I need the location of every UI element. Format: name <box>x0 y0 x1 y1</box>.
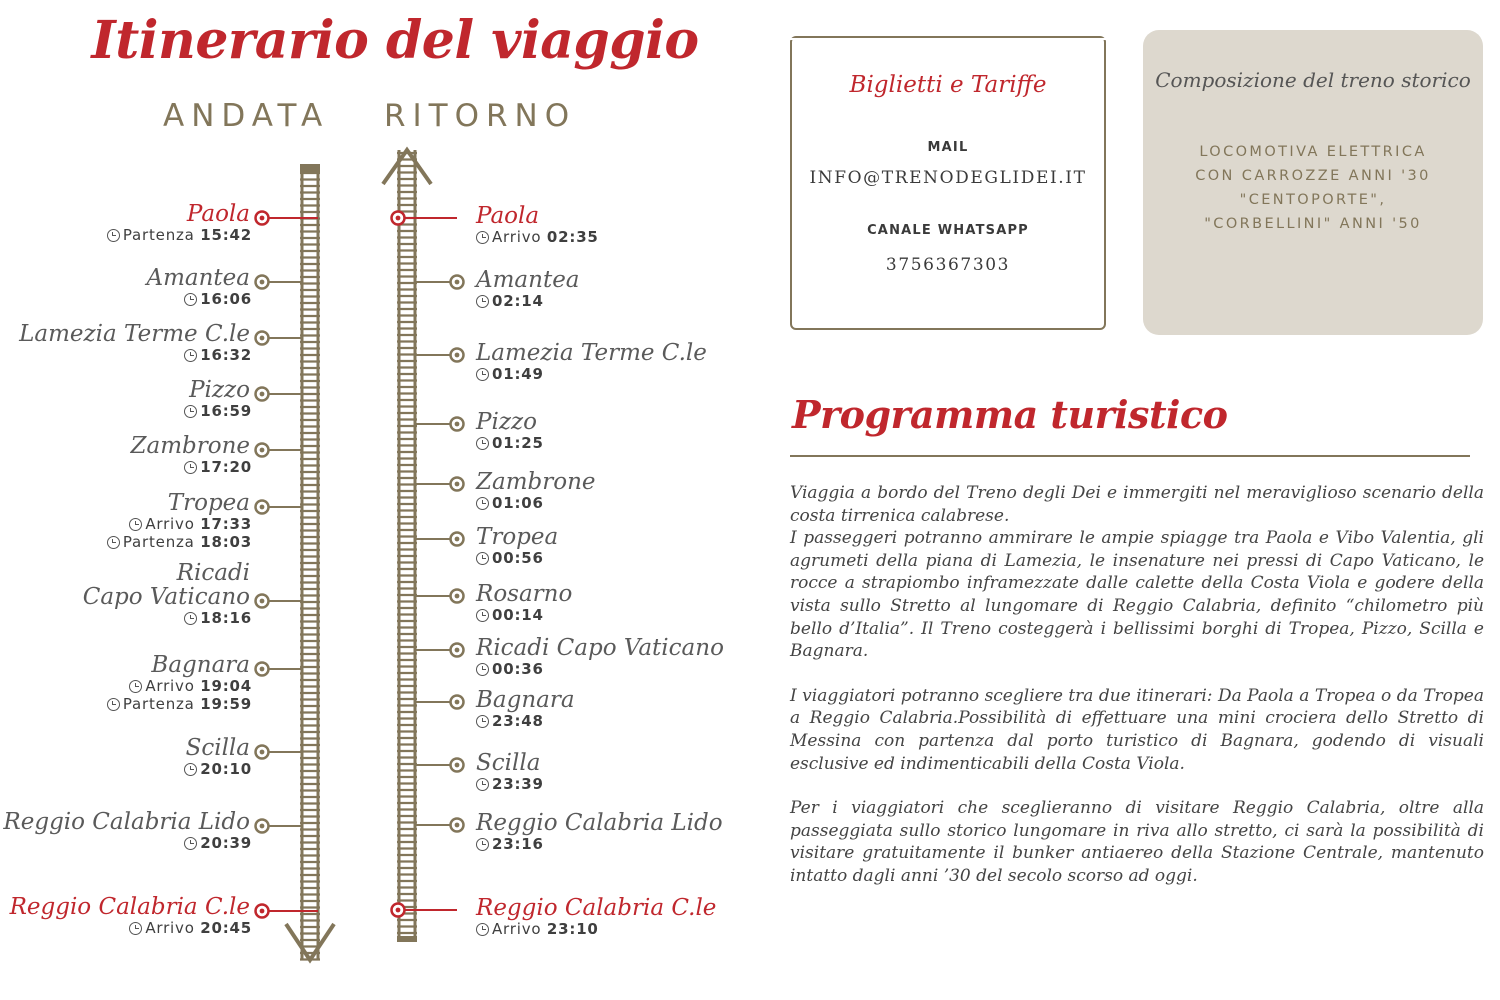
time-value: 16:32 <box>200 346 252 364</box>
time-value: 23:48 <box>492 712 544 730</box>
andata-station <box>107 653 250 713</box>
clock-icon <box>129 922 142 935</box>
clock-icon <box>129 518 142 531</box>
time-value: 16:59 <box>200 402 252 420</box>
time-value: 00:14 <box>492 606 544 624</box>
time-value: 02:35 <box>546 228 599 246</box>
clock-icon <box>184 349 197 362</box>
time-label <box>476 365 707 383</box>
station-name: Paola <box>186 201 250 227</box>
stop-marker-dot <box>260 216 265 221</box>
station-name: Reggio Calabria Lido <box>476 810 723 836</box>
time-value: 01:49 <box>492 365 544 383</box>
station-name: Bagnara <box>476 687 575 713</box>
time-label <box>184 760 252 778</box>
time-type: Partenza <box>122 695 201 713</box>
stop-marker-dot <box>455 280 460 285</box>
time-value: 18:03 <box>200 533 252 551</box>
time-label <box>476 712 575 730</box>
time-label <box>476 434 544 452</box>
time-label <box>476 549 558 567</box>
whatsapp-value[interactable]: 3756367303 <box>885 255 1011 275</box>
station-name: Reggio Calabria Lido <box>3 809 250 835</box>
clock-icon <box>184 405 197 418</box>
station-name: Tropea <box>476 524 559 550</box>
ritorno-station <box>476 525 558 567</box>
andata-station <box>107 491 250 551</box>
time-type: Arrivo <box>145 677 201 695</box>
clock-icon <box>476 838 489 851</box>
stop-marker-dot <box>396 216 401 221</box>
time-value: 16:06 <box>200 290 252 308</box>
station-name: Ricadi Capo Vaticano <box>476 635 724 661</box>
time-type: Arrivo <box>492 228 547 246</box>
clock-icon <box>476 778 489 791</box>
time-label <box>476 920 716 938</box>
clock-icon <box>476 552 489 565</box>
stop-marker-dot <box>260 667 265 672</box>
station-name: Reggio Calabria C.le <box>9 894 250 920</box>
time-label <box>476 606 572 624</box>
station-name: Lamezia Terme C.le <box>19 321 250 347</box>
time-value: 01:25 <box>492 434 544 452</box>
time-label <box>476 835 723 853</box>
station-name: Scilla <box>185 735 250 761</box>
ritorno-station <box>476 811 723 853</box>
ritorno-station <box>476 470 596 512</box>
ritorno-label: RITORNO <box>384 98 577 134</box>
mail-label: MAIL <box>927 140 969 155</box>
station-name: Rosarno <box>476 581 573 607</box>
track-end <box>397 936 417 942</box>
time-type: Arrivo <box>145 515 201 533</box>
time-value: 19:59 <box>200 695 252 713</box>
time-label <box>184 402 252 420</box>
time-label <box>3 834 252 852</box>
time-value: 00:36 <box>492 660 544 678</box>
andata-station <box>10 895 250 937</box>
composition-box <box>1143 30 1483 335</box>
station-name: Amantea <box>476 267 580 293</box>
station-name: Paola <box>476 203 540 229</box>
time-label <box>476 775 544 793</box>
andata-station <box>83 561 250 627</box>
ritorno-station <box>476 268 580 310</box>
time-value: 17:20 <box>200 458 252 476</box>
andata-station <box>131 434 251 476</box>
stop-marker-dot <box>455 422 460 427</box>
time-type: Arrivo <box>145 919 201 937</box>
clock-icon <box>129 680 142 693</box>
ritorno-station <box>476 751 544 793</box>
clock-icon <box>184 461 197 474</box>
time-label <box>107 515 252 533</box>
clock-icon <box>184 763 197 776</box>
time-label <box>476 494 596 512</box>
time-value: 20:45 <box>200 919 252 937</box>
stop-marker-dot <box>455 700 460 705</box>
clock-icon <box>476 231 489 244</box>
itinerary-title: Itinerario del viaggio <box>91 10 699 71</box>
andata-station <box>19 322 250 364</box>
station-name: Scilla <box>476 750 541 776</box>
whatsapp-label: CANALE WHATSAPP <box>867 223 1029 238</box>
composition-title: Composizione del treno storico <box>1155 68 1471 92</box>
time-value: 20:39 <box>200 834 252 852</box>
program-divider <box>790 455 1470 457</box>
ritorno-station <box>476 410 544 452</box>
stop-marker-dot <box>455 537 460 542</box>
station-name: Pizzo <box>476 409 537 435</box>
station-name: Zambrone <box>476 469 596 495</box>
mail-value[interactable]: INFO@TRENODEGLIDEI.IT <box>809 168 1087 188</box>
time-value: 23:39 <box>492 775 544 793</box>
station-name: Pizzo <box>189 377 250 403</box>
time-value: 23:10 <box>546 920 599 938</box>
clock-icon <box>476 368 489 381</box>
time-value: 19:04 <box>200 677 252 695</box>
clock-icon <box>476 663 489 676</box>
time-label <box>131 458 253 476</box>
time-value: 20:10 <box>200 760 252 778</box>
time-value: 17:33 <box>200 515 252 533</box>
clock-icon <box>184 837 197 850</box>
clock-icon <box>476 715 489 728</box>
time-value: 15:42 <box>200 226 252 244</box>
stop-marker-dot <box>455 353 460 358</box>
time-label <box>476 660 724 678</box>
time-label <box>107 695 252 713</box>
station-name: Zambrone <box>130 433 250 459</box>
time-value: 23:16 <box>492 835 544 853</box>
time-value: 01:06 <box>492 494 544 512</box>
stop-marker-dot <box>260 824 265 829</box>
stop-marker-dot <box>260 909 265 914</box>
station-name: Amantea <box>146 265 250 291</box>
clock-icon <box>476 497 489 510</box>
clock-icon <box>107 229 120 242</box>
clock-icon <box>107 536 120 549</box>
ritorno-station <box>476 688 575 730</box>
time-label <box>83 609 252 627</box>
clock-icon <box>476 923 489 936</box>
time-label <box>19 346 252 364</box>
program-paragraph: Viaggia a bordo del Treno degli Dei e immergiti nel meraviglioso scenario della costa tirrenica calabrese. I passeggeri potranno ammirare le ampie spiagge tra Paola e Vibo Valentia, gli agrumeti della piana di Lamezia, le insenature nei pressi di Capo Vaticano, le rocce a strapiombo inframezzate dalle calette della Costa Viola e godere della vista sullo Stretto al lungomare di Reggio Calabria, definito “chilometro più bello d’Italia”. Il Treno costeggerà i bellissimi borghi di Tropea, Pizzo, Scilla e Bagnara. <box>790 483 1484 662</box>
track-end <box>300 164 320 172</box>
time-label <box>107 677 252 695</box>
station-name: Tropea <box>167 490 250 516</box>
clock-icon <box>107 698 120 711</box>
time-type: Arrivo <box>492 920 547 938</box>
clock-icon <box>476 295 489 308</box>
ritorno-station <box>476 341 707 383</box>
ritorno-station <box>476 636 724 678</box>
program-text <box>790 482 1484 910</box>
ritorno-station <box>476 582 572 624</box>
clock-icon <box>184 293 197 306</box>
time-label <box>10 919 252 937</box>
andata-station <box>146 266 250 308</box>
stop-marker-dot <box>260 336 265 341</box>
tickets-title: Biglietti e Tariffe <box>849 72 1047 98</box>
andata-label: ANDATA <box>163 98 330 134</box>
ritorno-track <box>383 150 464 942</box>
andata-track <box>256 164 335 960</box>
clock-icon <box>476 609 489 622</box>
station-name: Reggio Calabria C.le <box>476 895 717 921</box>
station-name: Lamezia Terme C.le <box>476 340 707 366</box>
time-label <box>476 292 580 310</box>
time-label <box>107 226 252 244</box>
program-paragraph: Per i viaggiatori che sceglieranno di visitare Reggio Calabria, oltre alla passeggiata sullo storico lungomare in riva allo stretto, ci sarà la possibilità di visitare gratuitamente il bunker antiaereo della Stazione Centrale, mantenuto intatto dagli anni ’30 del secolo scorso ad oggi. <box>790 798 1484 886</box>
andata-station <box>107 202 250 244</box>
stop-marker-dot <box>260 280 265 285</box>
station-name: Bagnara <box>151 652 250 678</box>
stop-marker-dot <box>260 392 265 397</box>
time-label <box>476 228 599 246</box>
time-label <box>146 290 252 308</box>
station-name: Ricadi Capo Vaticano <box>82 560 250 610</box>
stop-marker-dot <box>260 599 265 604</box>
stop-marker-dot <box>260 750 265 755</box>
clock-icon <box>184 612 197 625</box>
stop-marker-dot <box>455 482 460 487</box>
andata-station <box>3 810 250 852</box>
stop-marker-dot <box>396 908 401 913</box>
program-paragraph: I viaggiatori potranno scegliere tra due itinerari: Da Paola a Tropea o da Tropea a Reggio Calabria.Possibilità di effettuare una mini crociera dello Stretto di Messina con partenza dal porto turistico di Bagnara, godendo di visuali esclusive ed indimenticabili della Costa Viola. <box>790 685 1484 774</box>
composition-body: LOCOMOTIVA ELETTRICA CON CARROZZE ANNI '30 "CENTOPORTE", "CORBELLINI" ANNI '50 <box>1195 144 1431 232</box>
stop-marker-dot <box>260 505 265 510</box>
stop-marker-dot <box>455 823 460 828</box>
stop-marker-dot <box>455 594 460 599</box>
stop-marker-dot <box>260 448 265 453</box>
andata-station <box>184 378 250 420</box>
time-label <box>107 533 252 551</box>
time-value: 00:56 <box>492 549 544 567</box>
time-type: Partenza <box>122 226 201 244</box>
tickets-box <box>790 36 1106 330</box>
andata-station <box>184 736 250 778</box>
arrow-down-icon <box>286 924 334 960</box>
ritorno-station <box>476 204 599 246</box>
ritorno-station <box>476 896 716 938</box>
time-value: 02:14 <box>492 292 544 310</box>
program-title: Programma turistico <box>792 392 1228 437</box>
clock-icon <box>476 437 489 450</box>
time-value: 18:16 <box>200 609 252 627</box>
stop-marker-dot <box>455 648 460 653</box>
time-type: Partenza <box>122 533 201 551</box>
stop-marker-dot <box>455 763 460 768</box>
